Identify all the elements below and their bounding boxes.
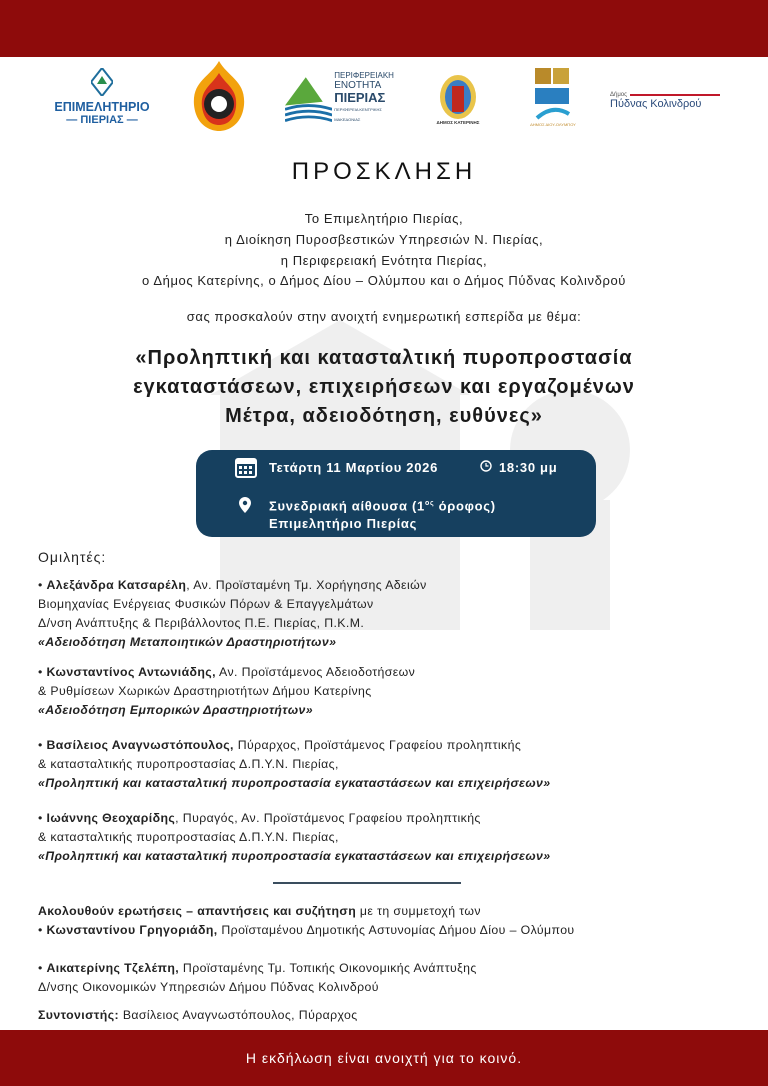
speaker-role: , Πυραγός, Αν. Προϊστάμενος Γραφείου προληπτικής [175,811,481,825]
venue-text: Συνεδριακή αίθουσα (1 [269,498,425,514]
participant-name: Κωνσταντίνου Γρηγοριάδη, [46,923,218,937]
speaker-item: • Κωνσταντίνος Αντωνιάδης, Αν. Προϊστάμενος Αδειοδοτήσεων & Ρυθμίσεων Χωρικών Δραστηριοτήτων Δήμου Κατερίνης «Αδειοδότηση Εμπορικών Δραστηριοτήτων» [38,663,758,720]
moderator-label: Συντονιστής: [38,1008,119,1022]
theme-line: Μέτρα, αδειοδότηση, ευθύνες» [225,405,543,427]
logo-text-sub: ΠΙΕΡΙΑΣ [80,114,124,126]
speaker-item: • Αλεξάνδρα Κατσαρέλη, Αν. Προϊσταμένη Τμ. Χορήγησης Αδειών Βιομηχανίας Ενέργειας Φυσικών Πόρων & Επαγγελμάτων Δ/νση Ανάπτυξης & Περιβάλλοντος Π.Ε. Πιερίας, Π.Κ.Μ. «Αδειοδότηση Μεταποιητικών Δραστηριοτήτων» [38,576,758,652]
speaker-role: Βιομηχανίας Ενέργειας Φυσικών Πόρων & Επαγγελμάτων [38,597,374,611]
page-title: ΠΡΟΣΚΛΗΣΗ [291,158,477,185]
logo-fire-service [188,58,250,132]
mountain-waves-icon [285,72,332,124]
speaker-role: & κατασταλτικής πυροπροστασίας Δ.Π.Υ.Ν. Πιερίας, [38,830,339,844]
logo-text: — ΠΙΕΡΙΑΣ — [66,114,138,126]
speakers-section [38,548,758,997]
organizer-line: η Περιφερειακή Ενότητα Πιερίας, [280,252,488,268]
speaker-role: & κατασταλτικής πυροπροστασίας Δ.Π.Υ.Ν. Πιερίας, [38,757,339,771]
organizer-line: ο Δήμος Κατερίνης, ο Δήμος Δίου – Ολύμπου και ο Δήμος Πύδνας Κολινδρού [142,273,626,289]
footer-banner [0,1030,768,1086]
logo-dion-olympus [528,62,578,130]
speaker-role: Πύραρχος, Προϊστάμενος Γραφείου προληπτικής [233,738,522,752]
chamber-emblem-icon [91,68,113,96]
dion-emblem-icon [533,66,573,122]
participant-role: Δ/νσης Οικονομικών Υπηρεσιών Δήμου Πύδνας Κολινδρού [38,980,379,994]
event-time: 18:30 μμ [499,460,558,475]
speakers-label: Ομιλητές: [38,549,107,565]
logo-red-line [630,94,720,96]
event-date: Τετάρτη 11 Μαρτίου 2026 [269,460,439,475]
speaker-item: • Βασίλειος Αναγνωστόπουλος, Πύραρχος, Προϊστάμενος Γραφείου προληπτικής & κατασταλτικής πυροπροστασίας Δ.Π.Υ.Ν. Πιερίας, «Προληπτική και κατασταλτική πυροπροστασία εγκαταστάσεων και επιχειρήσεων» [38,736,758,793]
logo-pydna-kolindros [610,86,720,116]
speaker-item: • Ιωάννης Θεοχαρίδης, Πυραγός, Αν. Προϊστάμενος Γραφείου προληπτικής & κατασταλτικής πυροπροστασίας Δ.Π.Υ.Ν. Πιερίας, «Προληπτική και κατασταλτική πυροπροστασία εγκαταστάσεων και επιχειρήσεων» [38,809,758,866]
event-venue [269,495,496,533]
venue-sup: ος [425,500,435,507]
katerini-emblem-icon [438,74,478,120]
section-divider [273,882,461,884]
speaker-topic: «Προληπτική και κατασταλτική πυροπροστασία εγκαταστάσεων και επιχειρήσεων» [38,849,551,863]
speaker-topic: «Προληπτική και κατασταλτική πυροπροστασία εγκαταστάσεων και επιχειρήσεων» [38,776,551,790]
moderator-name: Βασίλειος Αναγνωστόπουλος, Πύραρχος [119,1008,358,1022]
location-pin-icon [239,497,251,513]
venue-text: όροφος) [434,498,496,514]
speaker-name: Βασίλειος Αναγνωστόπουλος, [46,738,234,752]
event-theme [0,344,768,431]
participant-item: • Αικατερίνης Τζελέπη, Προϊσταμένης Τμ. Τοπικής Οικονομικής Ανάπτυξης Δ/νσης Οικονομικών Υπηρεσιών Δήμου Πύδνας Κολινδρού [38,959,758,997]
moderator [38,1006,358,1025]
discussion-bold: Ακολουθούν ερωτήσεις – απαντήσεις και συζήτηση [38,904,357,918]
theme-line: «Προληπτική και κατασταλτική πυροπροστασία [135,347,633,369]
logo-text: Δήμος [610,92,628,98]
logo-text: ΠΙΕΡΙΑΣ [334,90,386,105]
logo-text: ΠΕΡΙΦΕΡΕΙΑ ΚΕΝΤΡΙΚΗΣ ΜΑΚΕΔΟΝΙΑΣ [334,107,382,122]
logo-text: ΠΕΡΙΦΕΡΕΙΑΚΗ [334,71,394,80]
logo-katerini [430,68,486,130]
speaker-name: Ιωάννης Θεοχαρίδης [46,811,176,825]
speaker-role: Δ/νση Ανάπτυξης & Περιβάλλοντος Π.Ε. Πιερίας, Π.Κ.Μ. [38,616,365,630]
discussion-text: με τη συμμετοχή των [356,904,481,918]
partner-logos [40,58,730,133]
footer-text: Η εκδήλωση είναι ανοιχτή για το κοινό. [245,1050,523,1066]
speaker-role: , Αν. Προϊσταμένη Τμ. Χορήγησης Αδειών [186,578,427,592]
logo-text: Πύδνας Κολινδρού [610,98,702,110]
speaker-topic: «Αδειοδότηση Μεταποιητικών Δραστηριοτήτων» [38,635,337,649]
speaker-name: Κωνσταντίνος Αντωνιάδης, [46,665,216,679]
invite-text: σας προσκαλούν στην ανοιχτή ενημερωτική εσπερίδα με θέμα: [186,309,582,324]
logo-text: ΔΗΜΟΣ ΔΙΟΥ-ΟΛΥΜΠΟΥ [530,121,576,127]
logo-text: ΔΗΜΟΣ ΚΑΤΕΡΙΝΗΣ [436,119,480,125]
fire-service-emblem-icon [188,59,250,131]
calendar-icon [235,456,257,478]
participant-role: Προϊσταμένου Δημοτικής Αστυνομίας Δήμου Δίου – Ολύμπου [217,923,575,937]
participant-role: Προϊσταμένης Τμ. Τοπικής Οικονομικής Ανάπτυξης [179,961,477,975]
speaker-role: Αν. Προϊστάμενος Αδειοδοτήσεων [215,665,416,679]
discussion-intro [38,902,758,921]
logo-text: ΕΝΟΤΗΤΑ [334,80,382,91]
participant-item: • Κωνσταντίνου Γρηγοριάδη, Προϊσταμένου Δημοτικής Αστυνομίας Δήμου Δίου – Ολύμπου [38,923,575,937]
event-details-box [196,450,596,537]
speaker-name: Αλεξάνδρα Κατσαρέλη [46,578,187,592]
organizers [0,209,768,292]
logo-chamber-pieria [52,62,152,132]
organizer-line: Το Επιμελητήριο Πιερίας, [304,211,464,226]
top-banner [0,0,768,57]
organizer-line: η Διοίκηση Πυροσβεστικών Υπηρεσιών Ν. Πιερίας, [224,231,544,247]
venue-building: Επιμελητήριο Πιερίας [269,516,418,532]
theme-line: εγκαταστάσεων, επιχειρήσεων και εργαζομένων [133,376,635,398]
speaker-topic: «Αδειοδότηση Εμπορικών Δραστηριοτήτων» [38,703,314,717]
logo-regional-unit-pieria [285,68,405,128]
speaker-role: & Ρυθμίσεων Χωρικών Δραστηριοτήτων Δήμου Κατερίνης [38,684,372,698]
participant-name: Αικατερίνης Τζελέπη, [46,961,180,975]
logo-text: ΕΠΙΜΕΛΗΤΗΡΙΟ [54,100,150,114]
clock-icon [480,460,492,472]
